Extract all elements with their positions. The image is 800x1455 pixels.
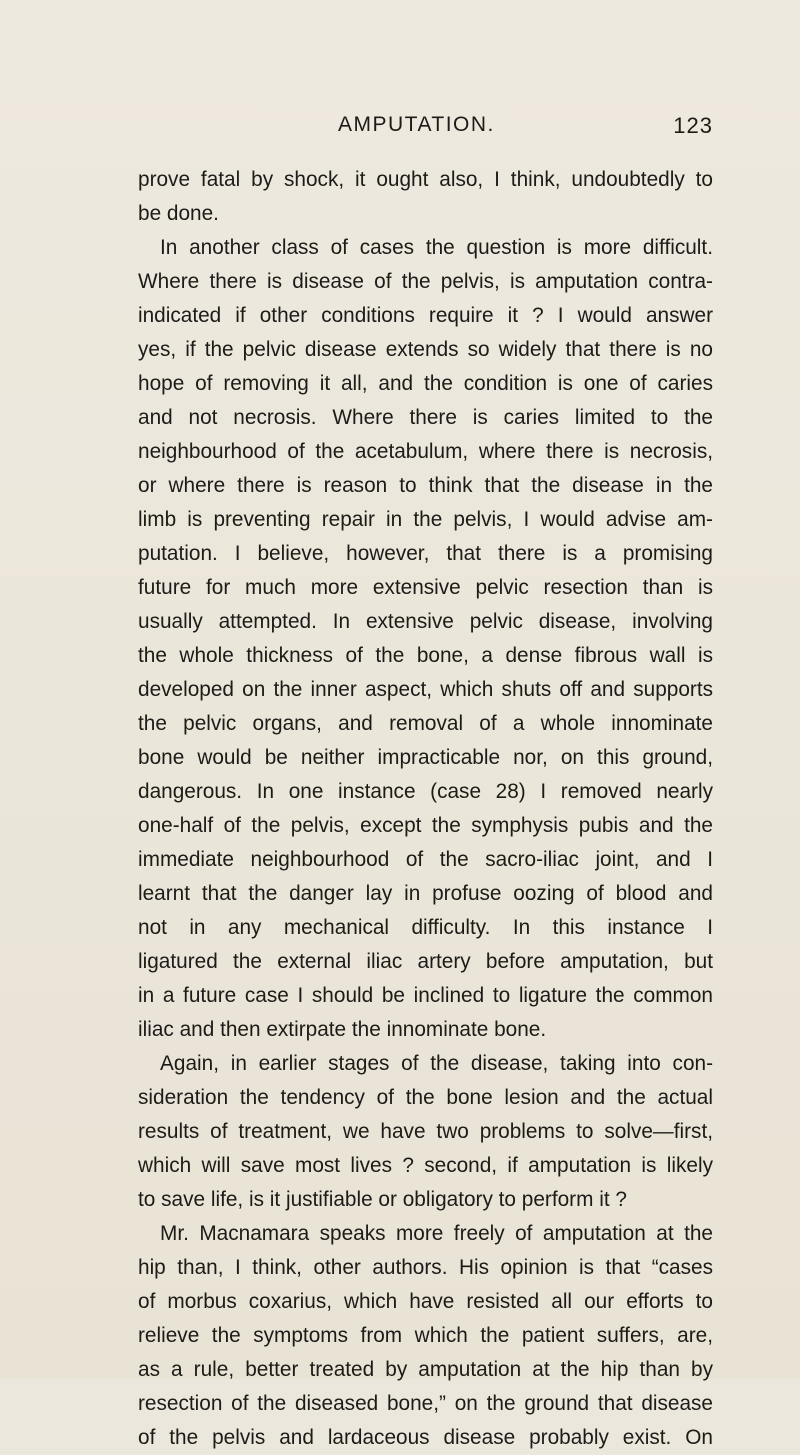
text-line: hip than, I think, other authors. His opinion is that “cases [138, 1256, 713, 1279]
text-line: be done. [138, 202, 219, 225]
text-line: putation. I believe, however, that there is a promising [138, 542, 713, 565]
text-line: results of treatment, we have two problems to solve—first, [138, 1120, 713, 1143]
text-line: the pelvic organs, and removal of a whole innominate [138, 712, 713, 735]
text-line: developed on the inner aspect, which shuts off and supports [138, 678, 713, 701]
text-line: prove fatal by shock, it ought also, I think, undoubtedly to [138, 168, 713, 191]
text-line: relieve the symptoms from which the patient suffers, are, [138, 1324, 713, 1347]
body-text [138, 163, 713, 1455]
page-number: 123 [673, 113, 713, 138]
text-line: sideration the tendency of the bone lesion and the actual [138, 1086, 713, 1109]
text-line: as a rule, better treated by amputation at the hip than by [138, 1358, 713, 1381]
text-line: the whole thickness of the bone, a dense fibrous wall is [138, 644, 713, 667]
text-line: in a future case I should be inclined to ligature the common [138, 984, 713, 1007]
text-line: learnt that the danger lay in profuse oozing of blood and [138, 882, 713, 905]
text-line: Again, in earlier stages of the disease, taking into con- [160, 1052, 713, 1075]
running-head [138, 113, 713, 143]
text-line: bone would be neither impracticable nor, on this ground, [138, 746, 713, 769]
text-line: immediate neighbourhood of the sacro-iliac joint, and I [138, 848, 713, 871]
text-line: yes, if the pelvic disease extends so widely that there is no [138, 338, 713, 361]
text-line: not in any mechanical difficulty. In this instance I [138, 916, 713, 939]
text-line: hope of removing it all, and the condition is one of caries [138, 372, 713, 395]
text-line: and not necrosis. Where there is caries limited to the [138, 406, 713, 429]
text-line: dangerous. In one instance (case 28) I removed nearly [138, 780, 713, 803]
text-line: of the pelvis and lardaceous disease probably exist. On [138, 1426, 713, 1449]
text-line: Where there is disease of the pelvis, is amputation contra- [138, 270, 713, 293]
text-line: of morbus coxarius, which have resisted all our efforts to [138, 1290, 713, 1313]
text-line: resection of the diseased bone,” on the ground that disease [138, 1392, 713, 1415]
text-line: ligatured the external iliac artery before amputation, but [138, 950, 713, 973]
text-line: usually attempted. In extensive pelvic disease, involving [138, 610, 713, 633]
text-line: neighbourhood of the acetabulum, where there is necrosis, [138, 440, 713, 463]
text-line: to save life, is it justifiable or obligatory to perform it ? [138, 1188, 627, 1211]
running-title: AMPUTATION. [338, 113, 495, 136]
text-line: iliac and then extirpate the innominate bone. [138, 1018, 547, 1041]
text-line: In another class of cases the question is more difficult. [160, 236, 713, 259]
text-line: one-half of the pelvis, except the symphysis pubis and the [138, 814, 713, 837]
text-line: indicated if other conditions require it ? I would answer [138, 304, 713, 327]
text-line: Mr. Macnamara speaks more freely of amputation at the [160, 1222, 713, 1245]
text-line: future for much more extensive pelvic resection than is [138, 576, 713, 599]
text-line: which will save most lives ? second, if amputation is likely [138, 1154, 713, 1177]
text-line: or where there is reason to think that the disease in the [138, 474, 713, 497]
text-line: limb is preventing repair in the pelvis, I would advise am- [138, 508, 713, 531]
